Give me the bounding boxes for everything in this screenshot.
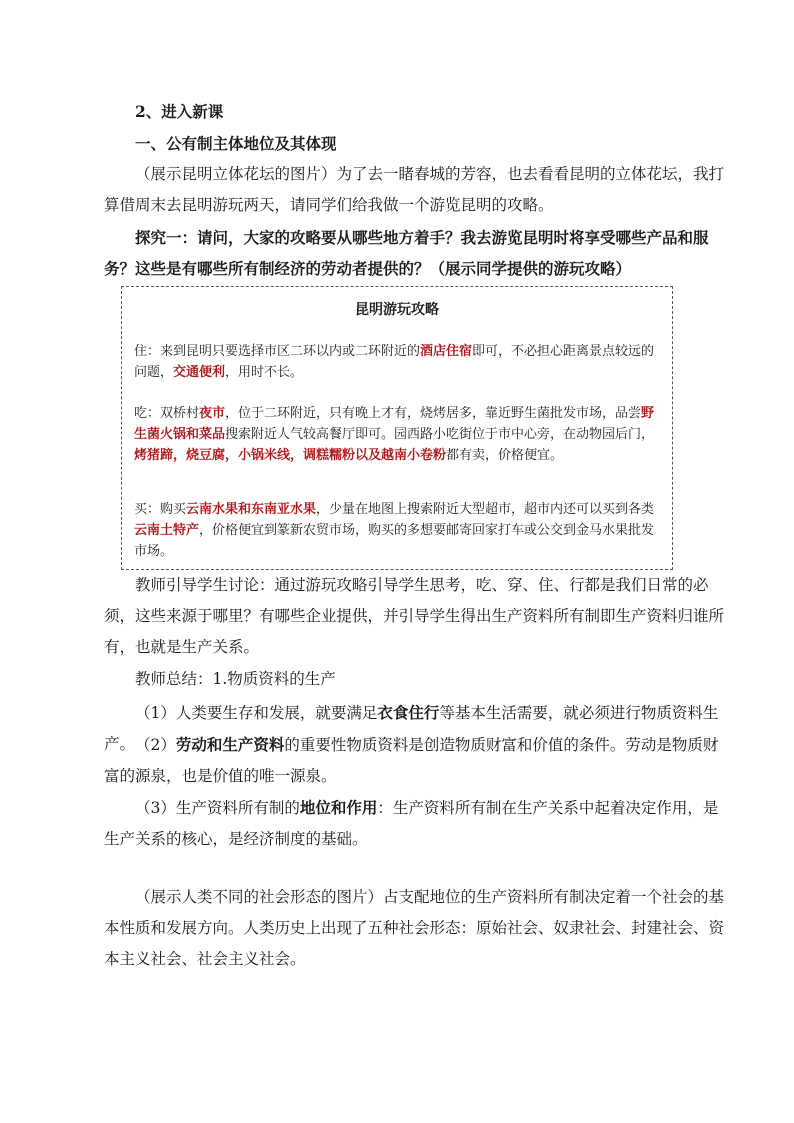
guide-title: 昆明游玩攻略 — [355, 302, 439, 318]
discussion-paragraph: 教师引导学生讨论：通过游玩攻略引导学生思考，吃、穿、住、行都是我们日常的必须，这些来源于哪里？有哪些企业提供，并引导学生得出生产资料所有制即生产资料归谁所有，也就是生产关系。 — [104, 576, 725, 656]
travel-guide-box — [121, 286, 673, 570]
point-3: （3）生产资料所有制的地位和作用：生产资料所有制在生产关系中起着决定作用，是生产关系的核心，是经济制度的基础。 — [104, 798, 719, 848]
section-heading: 2、进入新课 — [135, 102, 224, 121]
guide-stay: 住：来到昆明只要选择市区二环以内或二环附近的酒店住宿即可，不必担心距离景点较远的问题，交通便利，用时不长。 — [134, 344, 655, 380]
society-paragraph: （展示人类不同的社会形态的图片）占支配地位的生产资料所有制决定着一个社会的基本性质和发展方向。人类历史上出现了五种社会形态：原始社会、奴隶社会、封建社会、资本主义社会、社会主义社会。 — [104, 888, 725, 968]
guide-buy: 买：购买云南水果和东南亚水果，少量在地图上搜索附近大型超市，超市内还可以买到各类云南土特产，价格便宜到篆新农贸市场，购买的多想要邮寄回家打车或公交到金马水果批发市场。 — [134, 502, 655, 559]
point-2: （2）劳动和生产资料的重要性物质资料是创造物质财富和价值的条件。劳动是物质财富的源泉，也是价值的唯一源泉。 — [104, 735, 719, 785]
intro-paragraph: （展示昆明立体花坛的图片）为了去一睹春城的芳容，也去看看昆明的立体花坛，我打算借周末去昆明游玩两天，请同学们给我做一个游览昆明的攻略。 — [104, 165, 725, 214]
explore-question: 探究一：请问，大家的攻略要从哪些地方着手？我去游览昆明时将享受哪些产品和服务？这些是有哪些所有制经济的劳动者提供的？（展示同学提供的游玩攻略） — [104, 228, 709, 278]
guide-eat: 吃：双桥村夜市，位于二环附近，只有晚上才有，烧烤居多，靠近野生菌批发市场，品尝野生菌火锅和菜品搜索附近人气较高餐厅即可。园西路小吃街位于市中心旁，在动物园后门，烤猪蹄，烧豆腐，小锅米线，调糕糯粉以及越南小卷粉都有卖，价格便宜。 — [134, 406, 655, 463]
point-1: （1）人类要生存和发展，就要满足衣食住行等基本生活需要，就必须进行物质资料生产。 — [104, 703, 719, 753]
subheading: 一、公有制主体地位及其体现 — [135, 134, 337, 153]
summary-label: 教师总结：1.物质资料的生产 — [135, 670, 336, 688]
